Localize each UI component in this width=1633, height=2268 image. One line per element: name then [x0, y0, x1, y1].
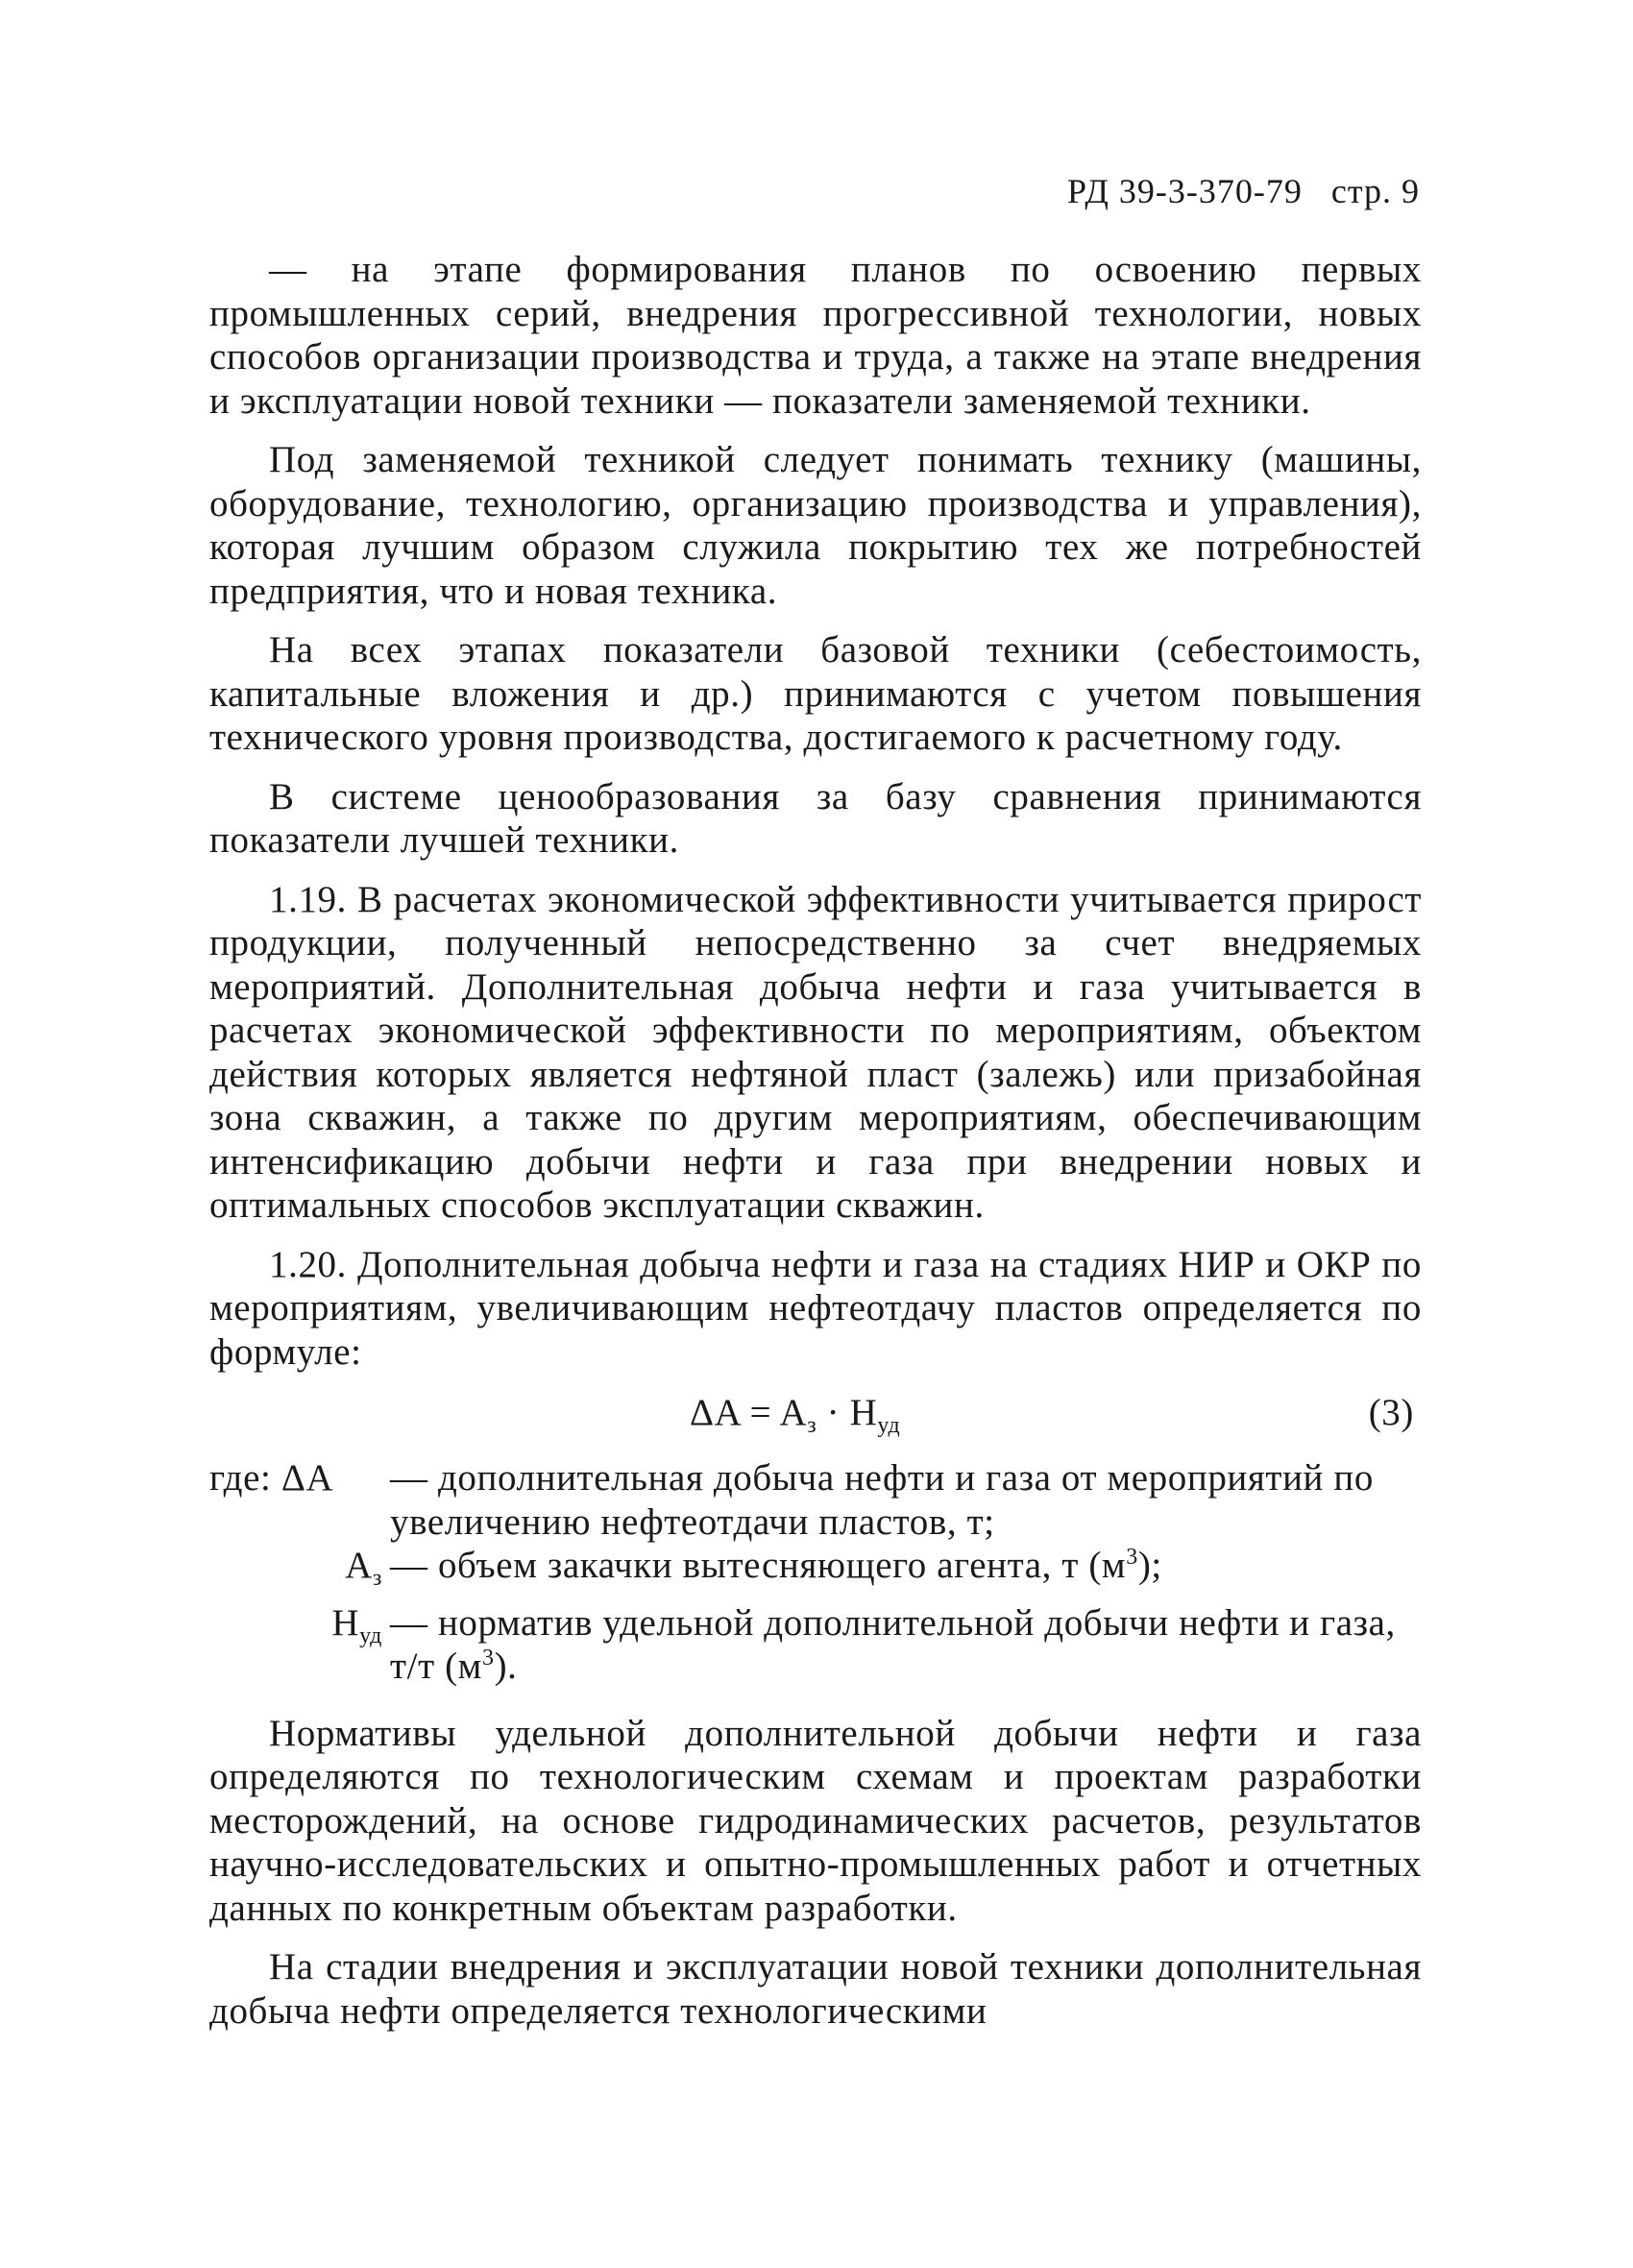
definition-symbol: H [331, 1601, 360, 1644]
paragraph-section-1-20: 1.20. Дополнительная добыча нефти и газа на стадиях НИР и ОКР по мероприятиям, увеличивающим нефтеотдачу пластов определяется по формуле: [209, 1243, 1422, 1373]
paragraph-replaced-tech-definition: Под заменяемой техникой следует понимать технику (машины, оборудование, технологию, организацию производства и управления), которая лучшим образом служила покрытию тех же потребностей предприятия, что и новая техника. [209, 439, 1422, 612]
paragraph-replaced-tech-stages: — на этапе формирования планов по освоению первых промышленных серий, внедрения прогрессивной технологии, новых способов организации производства и труда, а также на этапе внедрения и эксплуатации новой техники — показатели заменяемой техники. [209, 249, 1422, 422]
page-header [1067, 171, 1420, 211]
formula-dot: · [816, 1392, 850, 1433]
formula-definitions [209, 1456, 1422, 1689]
document-code: РД 39-3-370-79 [1067, 172, 1303, 210]
paragraph-section-1-19: 1.19. В расчетах экономической эффективности учитывается прирост продукции, полученный непосредственно за счет внедряемых мероприятий. Дополнительная добыча нефти и газа учитывается в расчетах экономической эффективности по мероприятиям, объектом действия которых является нефтяной пласт (залежь) или призабойная зона скважин, а также по другим мероприятиям, обеспечивающим интенсификацию добычи нефти и газа при внедрении новых и оптимальных способов эксплуатации скважин. [209, 878, 1422, 1226]
superscript: 3 [1126, 1545, 1138, 1570]
definition-h-ud [209, 1601, 1422, 1689]
formula-row [209, 1389, 1422, 1443]
definition-text: — дополнительная добыча нефти и газа от мероприятий по увеличению нефтеотдачи пластов, т; [390, 1457, 1374, 1543]
formula-a-subscript: з [807, 1413, 817, 1438]
formula-h-subscript: уд [877, 1413, 901, 1438]
definition-symbol: A [345, 1545, 373, 1586]
paragraph-pricing-system: В системе ценообразования за базу сравнения принимаются показатели лучшей техники. [209, 775, 1422, 861]
formula-equals: = [740, 1392, 780, 1433]
definition-delta-a [209, 1456, 1422, 1544]
superscript: 3 [481, 1646, 495, 1671]
formula-lhs: ΔA [690, 1392, 741, 1433]
page-number: стр. 9 [1330, 172, 1420, 210]
document-body [209, 248, 1422, 2048]
formula-a: A [779, 1392, 808, 1433]
definition-symbol: ΔA [280, 1457, 334, 1499]
definition-a-z [209, 1544, 1422, 1601]
paragraph-norms: Нормативы удельной дополнительной добычи нефти и газа определяются по технологическим схемам и проектам разработки месторождений, на основе гидродинамических расчетов, результатов научно-исследовательских и опытно-промышленных работ и отчетных данных по конкретным объектам разработки. [209, 1712, 1422, 1929]
definition-symbol-subscript: з [372, 1566, 382, 1591]
definition-symbol-subscript: уд [359, 1622, 382, 1648]
paragraph-base-tech-indicators: На всех этапах показатели базовой техники (себестоимость, капитальные вложения и др.) принимаются с учетом повышения технического уровня производства, достигаемого к расчетному году. [209, 629, 1422, 758]
formula-h: H [849, 1392, 878, 1433]
formula-number: (3) [1368, 1392, 1414, 1433]
definition-text: — объем закачки вытесняющего агента, т $(м^3)$; [390, 1545, 1162, 1586]
paragraph-implementation-stage: На стадии внедрения и эксплуатации новой техники дополнительная добыча нефти определяется технологическими [209, 1946, 1422, 2032]
where-label: где: [209, 1457, 272, 1499]
definition-text: — норматив удельной дополнительной добычи нефти и газа, т/т $(м^3)$. [390, 1601, 1396, 1687]
formula-3 [690, 1391, 900, 1449]
